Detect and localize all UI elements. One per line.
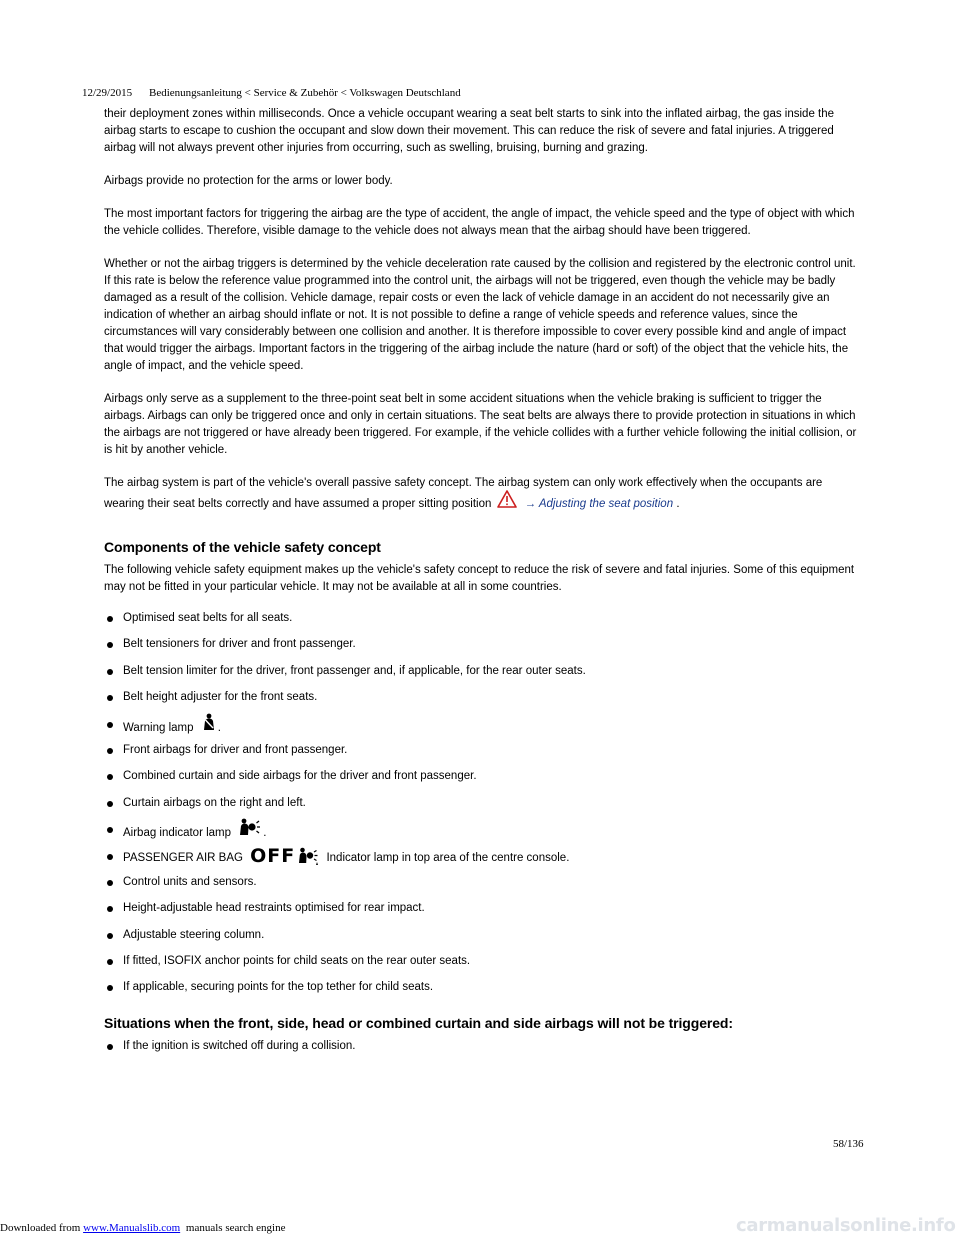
passenger-airbag-figure-icon bbox=[298, 847, 320, 867]
footer-prefix: Downloaded from bbox=[0, 1222, 81, 1234]
list-item: Control units and sensors. bbox=[104, 874, 864, 900]
manualslib-link[interactable]: www.Manualslib.com bbox=[83, 1222, 181, 1234]
components-intro: The following vehicle safety equipment makes up the vehicle's safety concept to reduce the risk of severe and fatal injuries. Some of this equipment may not be fitted in your particular vehicle. It may not be available at all in some countries. bbox=[104, 564, 855, 593]
list-item: Combined curtain and side airbags for the driver and front passenger. bbox=[104, 768, 864, 794]
list-item: Optimised seat belts for all seats. bbox=[104, 610, 864, 636]
warning-triangle-icon bbox=[497, 490, 517, 514]
paragraph: The most important factors for triggering the airbag are the type of accident, the angle of impact, the vehicle speed and the type of object with which the vehicle collides. Therefore, visible damage to the vehicle does not always mean that the airbag should have been triggered. bbox=[104, 208, 855, 237]
passenger-airbag-desc: Indicator lamp in top area of the centre console. bbox=[326, 851, 570, 864]
footer-suffix: manuals search engine bbox=[185, 1222, 286, 1234]
list-item-warning-lamp bbox=[104, 716, 864, 742]
warning-lamp-end: . bbox=[217, 721, 221, 734]
not-triggered-list bbox=[104, 1038, 864, 1064]
airbag-indicator-icon bbox=[239, 818, 261, 842]
concept-text: The airbag system is part of the vehicle's overall passive safety concept. The airbag system can only work effectively when the occupants are wearing their seat belts correctly and have assumed a proper sitting position bbox=[104, 477, 823, 511]
list-item: Curtain airbags on the right and left. bbox=[104, 795, 864, 821]
airbag-lamp-label: Airbag indicator lamp bbox=[123, 827, 232, 840]
section-heading-not-triggered: Situations when the front, side, head or combined curtain and side airbags will not be triggered: bbox=[104, 1014, 733, 1031]
seatbelt-warning-icon bbox=[202, 713, 216, 737]
list-item-airbag-lamp bbox=[104, 821, 864, 847]
header-title: Bedienungsanleitung < Service & Zubehör < Volkswagen Deutschland bbox=[149, 87, 461, 99]
off-letters: OFF bbox=[250, 845, 296, 868]
page-number: 58/136 bbox=[833, 1138, 864, 1150]
passenger-airbag-label: PASSENGER AIR BAG bbox=[123, 851, 243, 864]
header-date: 12/29/2015 bbox=[82, 87, 133, 99]
list-item-passenger-airbag bbox=[104, 845, 864, 874]
paragraph: Whether or not the airbag triggers is determined by the vehicle deceleration rate caused by the collision and registered by the electronic control unit. If this rate is below the reference value programmed into the control unit, the airbags will not be triggered, even though the vehicle may be badly damaged as a result of the collision. Vehicle damage, repair costs or even the lack of vehicle damage in an accident do not necessarily give an indication of whether an airbag should inflate or not. It is not possible to define a range of vehicle speeds and reference values, since the circumstances will vary considerably between one collision and another. It is therefore impossible to cover every possible kind and angle of impact that would trigger the airbags. Important factors in the triggering of the airbag include the nature (hard or soft) of the object that the vehicle hits, the angle of impact, and the vehicle speed. bbox=[104, 258, 856, 372]
list-item: Height-adjustable head restraints optimised for rear impact. bbox=[104, 900, 864, 926]
list-item: Belt height adjuster for the front seats. bbox=[104, 689, 864, 715]
list-item: Belt tensioners for driver and front passenger. bbox=[104, 636, 864, 662]
list-item: Adjustable steering column. bbox=[104, 927, 864, 953]
list-item: If the ignition is switched off during a collision. bbox=[104, 1038, 864, 1064]
components-list bbox=[104, 610, 864, 1006]
document-body bbox=[104, 106, 864, 1064]
concept-end: . bbox=[676, 498, 680, 511]
list-item: If applicable, securing points for the top tether for child seats. bbox=[104, 979, 864, 1005]
warning-lamp-label: Warning lamp bbox=[123, 721, 194, 734]
section-heading-components: Components of the vehicle safety concept bbox=[104, 539, 381, 555]
passenger-airbag-off-icon bbox=[250, 847, 320, 867]
download-footer bbox=[0, 1222, 285, 1234]
paragraph-safety-concept bbox=[104, 475, 864, 516]
list-item: If fitted, ISOFIX anchor points for child seats on the rear outer seats. bbox=[104, 953, 864, 979]
paragraph: Airbags provide no protection for the arms or lower body. bbox=[104, 175, 393, 187]
watermark-logo: carmanualsonline.info bbox=[736, 1215, 956, 1236]
list-item: Belt tension limiter for the driver, front passenger and, if applicable, for the rear outer seats. bbox=[104, 663, 864, 689]
adjusting-seat-position-link[interactable]: → Adjusting the seat position bbox=[524, 498, 674, 511]
paragraph: Airbags only serve as a supplement to the three-point seat belt in some accident situations when the vehicle braking is sufficient to trigger the airbags. Airbags can only be triggered once and only in certain situations. The seat belts are always there to provide protection in situations in which the airbags are not triggered or have already been triggered. For example, if the vehicle collides with a further vehicle following the initial collision, or is hit by another vehicle. bbox=[104, 393, 857, 456]
paragraph: their deployment zones within milliseconds. Once a vehicle occupant wearing a seat belt starts to sink into the inflated airbag, the gas inside the airbag starts to escape to cushion the occupant and slow down their movement. This can reduce the risk of severe and fatal injuries. A triggered airbag will not always prevent other injuries from occurring, such as swelling, bruising, burning and grazing. bbox=[104, 108, 835, 154]
list-item: Front airbags for driver and front passenger. bbox=[104, 742, 864, 768]
airbag-lamp-end: . bbox=[263, 827, 267, 840]
